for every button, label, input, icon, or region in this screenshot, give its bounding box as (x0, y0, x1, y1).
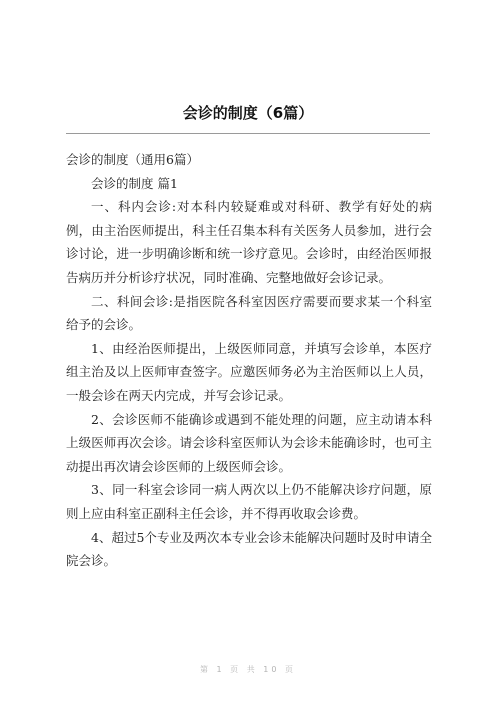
document-body (66, 148, 432, 573)
paragraph-subtitle: 会诊的制度（通用6篇） (66, 152, 199, 167)
paragraph-section-heading: 会诊的制度 篇1 (91, 175, 178, 191)
paragraph-rule-4: 4、超过5个专业及两次本专业会诊未能解决问题时及时申请全院会诊。 (66, 529, 432, 569)
paragraph-rule-3: 3、同一科室会诊同一病人两次以上仍不能解决诊疗问题，原则上应由科室正副科主任会诊，并不得再收取会诊费。 (66, 482, 432, 521)
paragraph-inter-dept-consult: 二、科间会诊:是指医院各科室因医疗需要而要求某一个科室给予的会诊。 (66, 293, 432, 333)
document-title: 会诊的制度（6篇） (182, 104, 314, 122)
paragraph-in-dept-consult: 一、科内会诊:对本科内较疑难或对科研、教学有好处的病例，由主治医师提出，科主任召集本科有关医务人员参加，进行会诊讨论，进一步明确诊断和统一诊疗意见。会诊时，由经治医师报告病历并分析诊疗状况，同时准确、完整地做好会诊记录。 (66, 199, 432, 285)
paragraph-rule-1: 1、由经治医师提出，上级医师同意，并填写会诊单，本医疗组主治及以上医师审查签字。应邀医师务必为主治医师以上人员，一般会诊在两天内完成，并写会诊记录。 (66, 340, 432, 403)
page-footer: 第 1 页 共 10 页 (200, 665, 296, 674)
title-divider (66, 133, 430, 134)
paragraph-rule-2: 2、会诊医师不能确诊或遇到不能处理的问题，应主动请本科上级医师再次会诊。请会诊科室医师认为会诊未能确诊时，也可主动提出再次请会诊医师的上级医师会诊。 (66, 411, 432, 474)
